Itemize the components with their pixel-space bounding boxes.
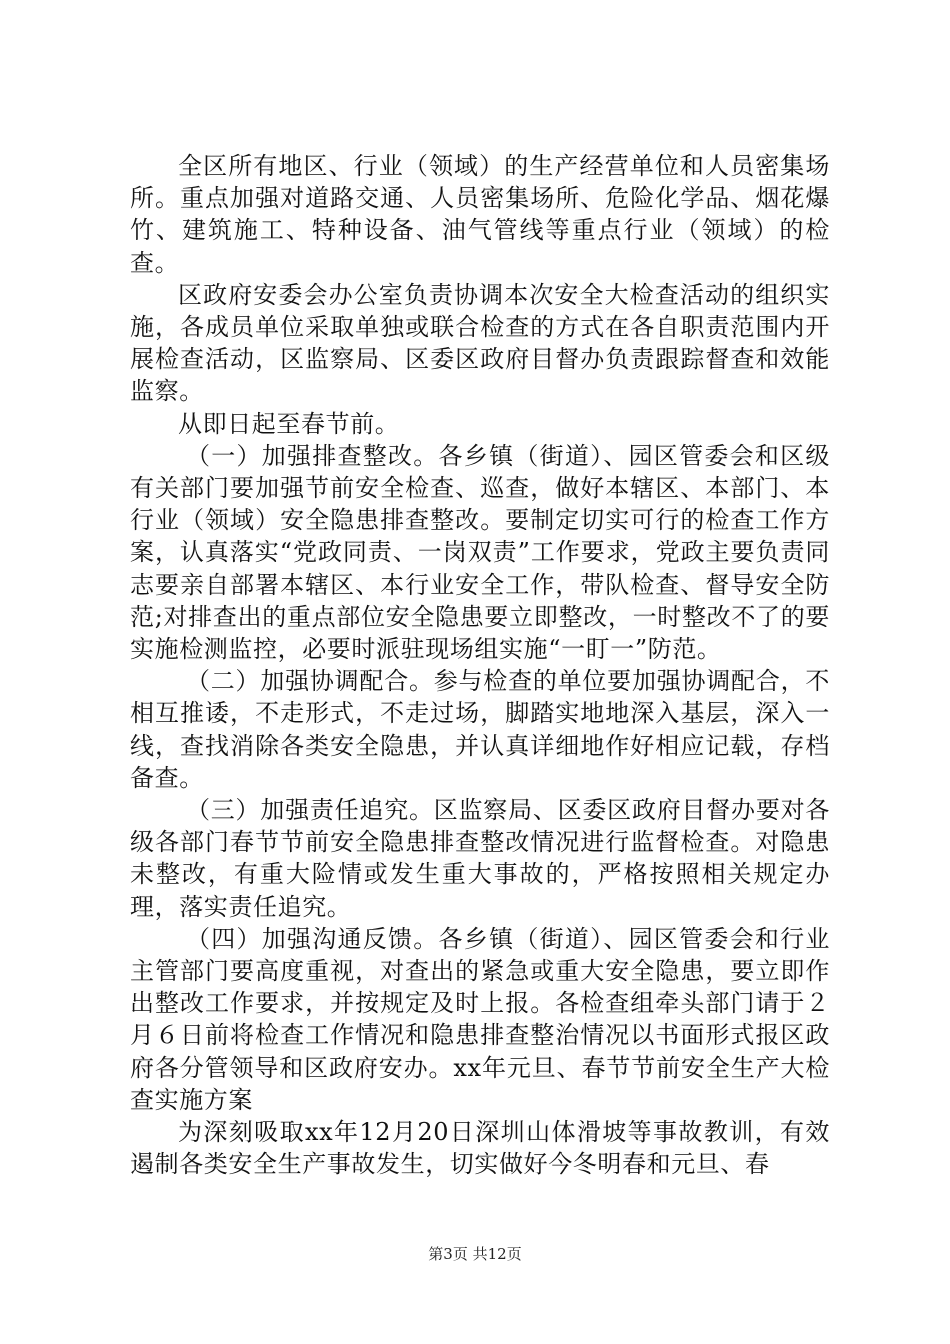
paragraph-item-3: （三）加强责任追究。区监察局、区委区政府目督办要对各级各部门春节节前安全隐患排查整改情况进行监督检查。对隐患未整改，有重大险情或发生重大事故的，严格按照相关规定办理，落实责任追究。	[130, 796, 830, 921]
paragraph-item-1: （一）加强排查整改。各乡镇（街道）、园区管委会和区级有关部门要加强节前安全检查、巡查，做好本辖区、本部门、本行业（领域）安全隐患排查整改。要制定切实可行的检查工作方案，认真落实“党政同责、一岗双责”工作要求，党政主要负责同志要亲自部署本辖区、本行业安全工作，带队检查、督导安全防范;对排查出的重点部位安全隐患要立即整改，一时整改不了的要实施检测监控，必要时派驻现场组实施“一盯一”防范。	[130, 441, 830, 664]
paragraph-item-4: （四）加强沟通反馈。各乡镇（街道）、园区管委会和行业主管部门要高度重视，对查出的紧急或重大安全隐患，要立即作出整改工作要求，并按规定及时上报。各检查组牵头部门请于２月６日前将检查工作情况和隐患排查整治情况以书面形式报区政府各分管领导和区政府安办。xx年元旦、春节节前安全生产大检查实施方案	[130, 924, 830, 1114]
paragraph-item-2: （二）加强协调配合。参与检查的单位要加强协调配合，不相互推诿，不走形式，不走过场，脚踏实地地深入基层，深入一线，查找消除各类安全隐患，并认真详细地作好相应记载，存档备查。	[130, 667, 830, 792]
document-body	[130, 150, 830, 1181]
page-footer: 第3页 共12页	[428, 1245, 522, 1263]
paragraph-intro: 为深刻吸取xx年12月20日深圳山体滑坡等事故教训，有效遏制各类安全生产事故发生，切实做好今冬明春和元旦、春	[130, 1118, 830, 1179]
paragraph-organization: 区政府安委会办公室负责协调本次安全大检查活动的组织实施，各成员单位采取单独或联合检查的方式在各自职责范围内开展检查活动，区监察局、区委区政府目督办负责跟踪督查和效能监察。	[130, 280, 830, 406]
paragraph-timeframe: 从即日起至春节前。	[178, 409, 400, 438]
paragraph-scope: 全区所有地区、行业（领域）的生产经营单位和人员密集场所。重点加强对道路交通、人员密集场所、危险化学品、烟花爆竹、建筑施工、特种设备、油气管线等重点行业（领域）的检查。	[130, 152, 830, 277]
